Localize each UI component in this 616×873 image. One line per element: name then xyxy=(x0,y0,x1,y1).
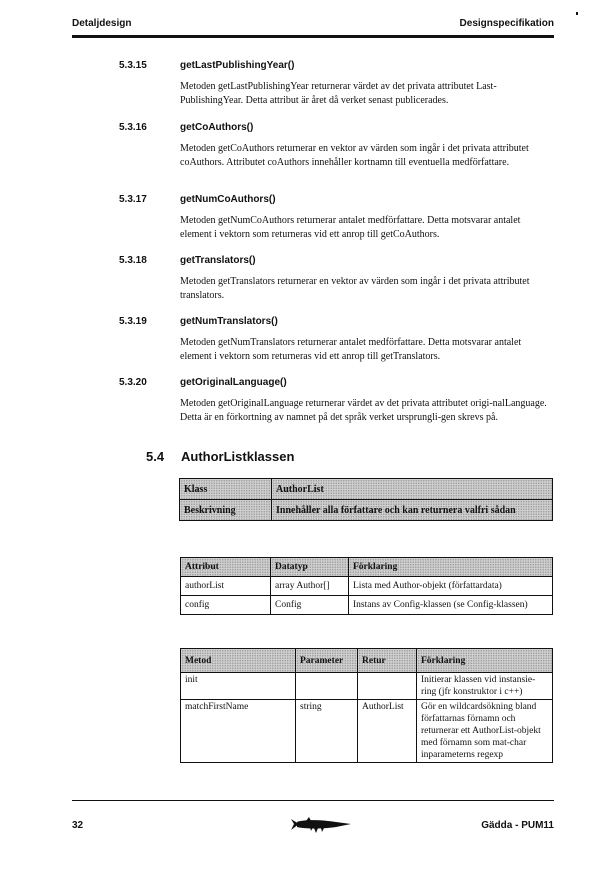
column-header: Datatyp xyxy=(271,558,349,577)
table-row xyxy=(181,673,553,700)
page-header xyxy=(72,18,554,32)
column-header: Förklaring xyxy=(417,649,553,673)
corner-mark xyxy=(576,12,578,15)
section-number: 5.3.19 xyxy=(119,316,147,327)
section-body: Metoden getNumCoAuthors returnerar antalet medförfattare. Detta motsvarar antalet element i vektorn som returneras vid ett anrop till getCoAuthors. xyxy=(180,215,521,240)
footer-rule xyxy=(72,800,554,801)
table-cell: AuthorList xyxy=(358,700,417,763)
table-row xyxy=(181,596,553,615)
column-header: Metod xyxy=(181,649,296,673)
section-title: getOriginalLanguage() xyxy=(180,377,287,388)
column-header: Attribut xyxy=(181,558,271,577)
table-cell: authorList xyxy=(181,577,271,596)
section-5-4-number: 5.4 xyxy=(146,449,165,464)
table-cell: Beskrivning xyxy=(180,500,272,521)
table-cell: array Author[] xyxy=(271,577,349,596)
page-number: 32 xyxy=(72,820,84,831)
pike-fish-icon xyxy=(290,816,352,834)
table-header-row xyxy=(181,649,553,673)
table-cell: matchFirstName xyxy=(181,700,296,763)
table-cell: string xyxy=(296,700,358,763)
table-cell: init xyxy=(181,673,296,700)
attribute-table xyxy=(180,557,553,615)
table-row xyxy=(180,479,553,500)
column-header: Retur xyxy=(358,649,417,673)
section-number: 5.3.16 xyxy=(119,122,147,133)
table-cell: Config xyxy=(271,596,349,615)
footer-title: Gädda - PUM11 xyxy=(481,820,554,831)
table-header-row xyxy=(181,558,553,577)
table-cell: Gör en wildcardsökning bland författarnas förnamn och returnerar ett AuthorList-objekt med förnamn som mat-char inparameterns regexp xyxy=(417,700,553,763)
table-row xyxy=(181,577,553,596)
section-number: 5.3.17 xyxy=(119,194,147,205)
class-table xyxy=(179,478,553,521)
section-title: getLastPublishingYear() xyxy=(180,60,295,71)
table-cell: config xyxy=(181,596,271,615)
table-row xyxy=(180,500,553,521)
table-cell: Lista med Author-objekt (författardata) xyxy=(349,577,553,596)
header-left: Detaljdesign xyxy=(72,18,132,29)
table-cell: Instans av Config-klassen (se Config-klassen) xyxy=(349,596,553,615)
table-cell: Innehåller alla författare och kan returnera valfri sådan xyxy=(272,500,553,521)
table-row xyxy=(181,700,553,763)
section-title: getTranslators() xyxy=(180,255,256,266)
header-rule xyxy=(72,35,554,38)
section-body: Metoden getCoAuthors returnerar en vektor av värden som ingår i det privata attributet coAuthors. Attributet coAuthors innehåller kortnamn till eventuella medförfattare. xyxy=(180,143,529,168)
table-cell xyxy=(358,673,417,700)
table-cell: Initierar klassen vid instansie-ring (jfr konstruktor i c++) xyxy=(417,673,553,700)
table-cell: AuthorList xyxy=(272,479,553,500)
section-body: Metoden getNumTranslators returnerar antalet medförfattare. Detta motsvarar antalet element i vektorn som returneras vid ett anrop till getTranslators. xyxy=(180,337,522,362)
section-title: getNumTranslators() xyxy=(180,316,278,327)
method-table xyxy=(180,648,553,763)
table-cell xyxy=(296,673,358,700)
section-number: 5.3.18 xyxy=(119,255,147,266)
column-header: Förklaring xyxy=(349,558,553,577)
column-header: Parameter xyxy=(296,649,358,673)
table-cell: Klass xyxy=(180,479,272,500)
section-body: Metoden getOriginalLanguage returnerar värdet av det privata attributet origi-nalLanguage. Detta är en förkortning av namnet på det språk verket ursprungli-gen skrevs på. xyxy=(180,398,547,423)
section-body: Metoden getLastPublishingYear returnerar värdet av det privata attributet Last-PublishingYear. Detta attribut är året då verket senast publicerades. xyxy=(180,81,497,106)
section-5-4-title: AuthorListklassen xyxy=(181,449,295,464)
header-right: Designspecifikation xyxy=(459,18,554,29)
section-title: getNumCoAuthors() xyxy=(180,194,276,205)
section-body: Metoden getTranslators returnerar en vektor av värden som ingår i det privata attributet translators. xyxy=(180,276,530,301)
section-title: getCoAuthors() xyxy=(180,122,254,133)
section-number: 5.3.20 xyxy=(119,377,147,388)
section-number: 5.3.15 xyxy=(119,60,147,71)
